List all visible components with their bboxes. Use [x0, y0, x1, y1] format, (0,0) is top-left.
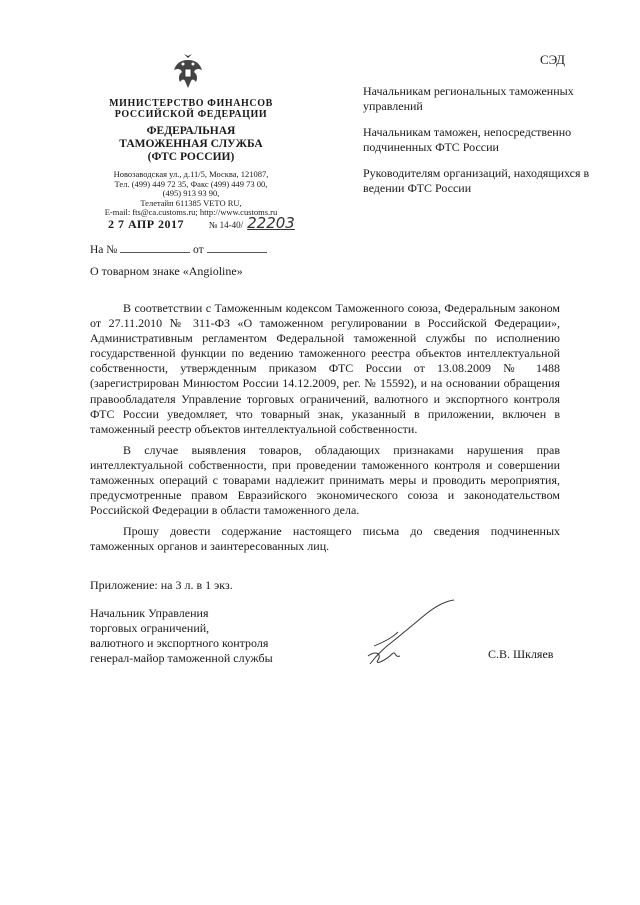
- letter-body: [90, 301, 560, 561]
- recipients-block: [363, 84, 593, 207]
- reference-line: [90, 242, 267, 256]
- attachment-note: Приложение: на 3 л. в 1 экз.: [90, 578, 233, 592]
- coat-of-arms-icon: [170, 52, 206, 92]
- service-name: ФЕДЕРАЛЬНАЯ ТАМОЖЕННАЯ СЛУЖБА (ФТС РОССИИ): [119, 125, 263, 163]
- reg-number-prefix: № 14-40/: [208, 220, 244, 230]
- body-paragraph: Прошу довести содержание настоящего письма до сведения подчиненных таможенных органов и заинтересованных лиц.: [90, 524, 560, 554]
- recipient: Начальникам таможен, непосредственно подчиненных ФТС России: [363, 125, 572, 154]
- body-paragraph: В соответствии с Таможенным кодексом Таможенного союза, Федеральным законом от 27.11.2010 № 311-ФЗ «О таможенном регулировании в Российской Федерации», Административным регламентом Федеральной таможенной службы по исполнению государственной функции по ведению таможенного реестра объектов интеллектуальной собственности, утвержденным приказом ФТС России от 13.08.2009 № 1488 (зарегистрирован Минюстом России 14.12.2009, рег. № 15592), и на основании обращения правообладателя Управление торговых ограничений, валютного и экспортного контроля ФТС России уведомляет, что товарный знак, указанный в приложении, включен в таможенный реестр объектов интеллектуальной собственности.: [90, 301, 560, 436]
- sed-mark: СЭД: [540, 52, 566, 67]
- subject-line: О товарном знаке «Angioline»: [90, 264, 243, 278]
- body-paragraph: В случае выявления товаров, обладающих признаками нарушения прав интеллектуальной собственности, при проведении таможенного контроля и совершении таможенных операций с товарами надлежит принимать меры и проводить мероприятия, предусмотренные правом Евразийского экономического союза и законодательством Российской Федерации в области таможенного дела.: [90, 442, 560, 518]
- recipient: Начальникам региональных таможенных управлений: [363, 84, 574, 113]
- ref-no-label: На №: [90, 244, 118, 256]
- sender-address: Новозаводская ул., д.11/5, Москва, 121087, Тел. (499) 449 72 35, Факс (499) 449 73 00, (495) 913 93 90, Телетайп 611385 VETO RU, E-mail: fts@ca.customs.ru; http://www.customs.ru: [104, 169, 278, 217]
- signer-title: Начальник Управления торговых ограничений, валютного и экспортного контроля генерал-майор таможенной службы: [90, 606, 273, 665]
- ref-date-blank: [207, 242, 267, 253]
- date-stamp: 2 7 АПР 2017: [108, 217, 185, 231]
- reg-number-handwritten: 22203: [247, 214, 295, 232]
- date-reg-line: [108, 214, 295, 232]
- ref-from-label: от: [193, 244, 204, 256]
- handwritten-signature: [362, 598, 462, 670]
- recipient: Руководителям организаций, находящихся в ведении ФТС России: [363, 166, 590, 195]
- ministry-name: МИНИСТЕРСТВО ФИНАНСОВ РОССИЙСКОЙ ФЕДЕРАЦИИ: [109, 98, 273, 120]
- signer-name: С.В. Шкляев: [488, 647, 554, 661]
- ref-no-blank: [120, 242, 190, 253]
